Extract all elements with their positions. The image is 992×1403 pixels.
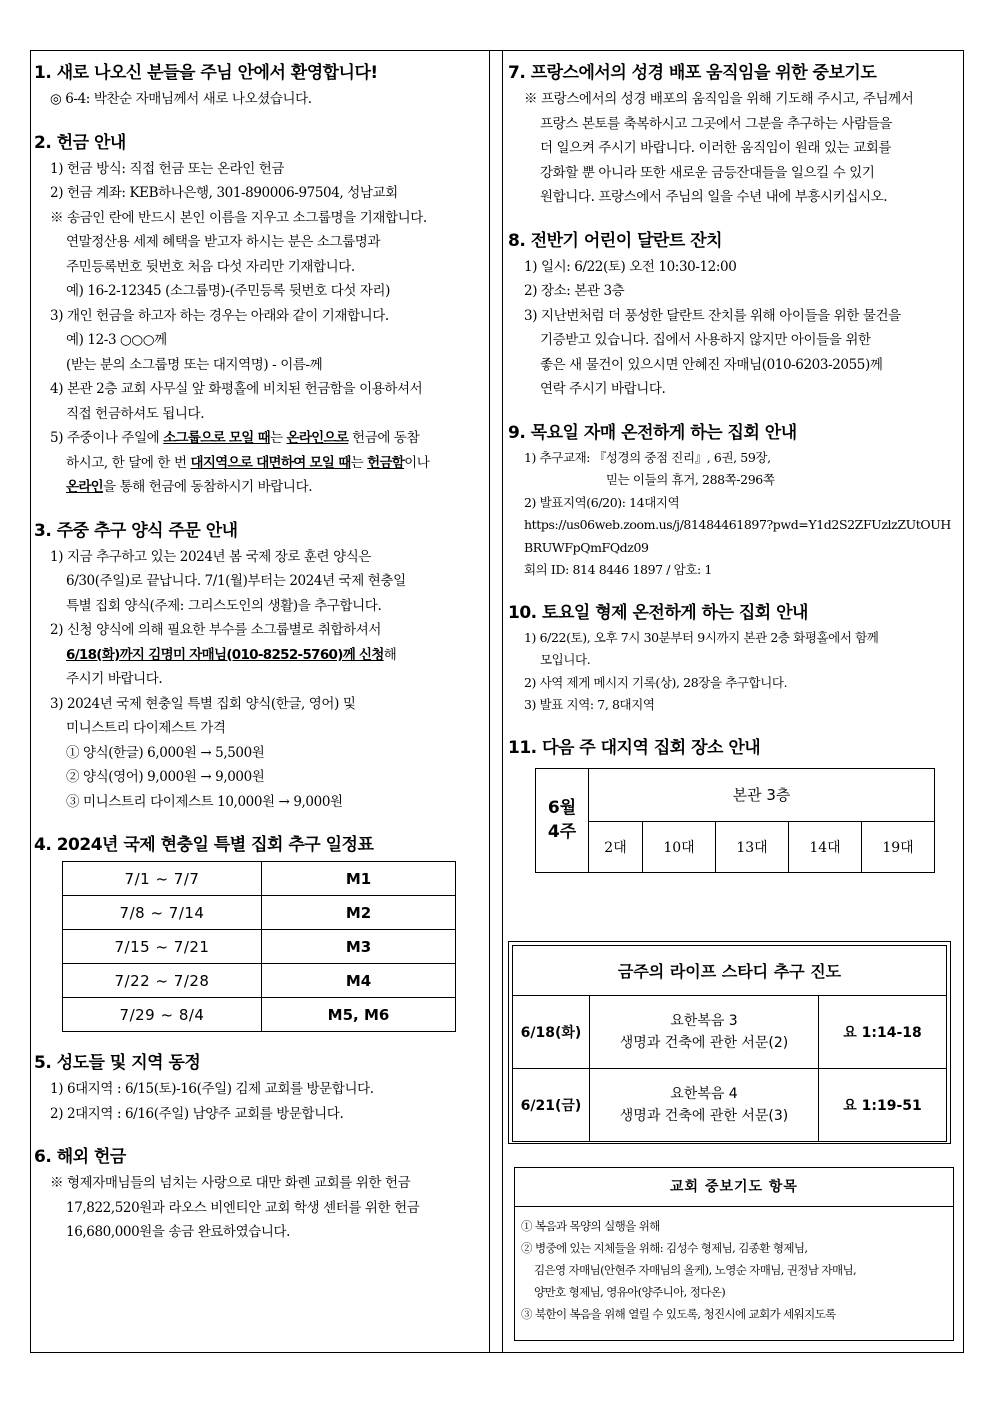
text-fragment: 5) 주중이나 주일에 — [50, 430, 164, 446]
text-line: ① 양식(한글) 6,000원 → 5,500원 — [66, 744, 265, 761]
table-row — [513, 946, 947, 996]
text-fragment: 는 — [269, 430, 287, 446]
text-line: 강화할 뿐 아니라 또한 새로운 금등잔대들을 일으킬 수 있기 — [540, 164, 875, 181]
date-cell: 7/1 ~ 7/7 — [63, 862, 262, 896]
book-subtitle: 생명과 건축에 관한 서문(3) — [619, 1108, 789, 1124]
text-line: 특별 집회 양식(주제: 그리스도인의 생활)을 추구합니다. — [66, 597, 382, 614]
text-line: 2) 신청 양식에 의해 필요한 부수를 소그룹별로 취합하셔서 — [50, 622, 382, 638]
table-row — [63, 930, 456, 964]
section-overseas-offering — [34, 1142, 484, 1245]
section-title: 6. 해외 헌금 — [34, 1147, 126, 1167]
book-cell — [590, 996, 819, 1069]
week-label: 4주 — [547, 822, 577, 842]
district-cell: 10대 — [643, 821, 716, 872]
text-fragment: 헌금에 동참 — [348, 430, 420, 446]
text-line: 미니스트리 다이제스트 가격 — [66, 720, 226, 736]
text-line: 모입니다. — [540, 652, 591, 667]
section-thursday-sisters — [508, 418, 958, 582]
emphasis-text: 온라인 — [66, 479, 104, 495]
text-line: 좋은 새 물건이 있으시면 안혜진 자매님(010-6203-2055)께 — [540, 356, 883, 373]
section-saturday-brothers — [508, 598, 958, 717]
text-line: 1) 6/22(토), 오후 7시 30분부터 9시까지 본관 2층 화평홀에서 함께 — [524, 629, 879, 645]
message-cell: M5, M6 — [262, 998, 456, 1032]
text-line — [34, 426, 484, 451]
text-line: 3) 개인 헌금을 하고자 하는 경우는 아래와 같이 기재합니다. — [50, 307, 389, 324]
section-title: 2. 헌금 안내 — [34, 132, 126, 153]
verse-cell: 요 1:19-51 — [819, 1069, 947, 1142]
book-subtitle: 생명과 건축에 관한 서문(2) — [619, 1035, 789, 1051]
district-cell: 19대 — [862, 821, 935, 872]
section-title: 11. 다음 주 대지역 집회 장소 안내 — [508, 737, 761, 758]
table-row — [63, 862, 456, 896]
column-divider — [502, 50, 503, 1353]
text-line: 기증받고 있습니다. 집에서 사용하지 않지만 아이들을 위한 — [540, 332, 871, 348]
district-cell: 14대 — [789, 821, 862, 872]
section-title: 7. 프랑스에서의 성경 배포 움직임을 위한 중보기도 — [508, 63, 877, 83]
section-welcome — [34, 58, 484, 112]
text-line: 믿는 이들의 휴거, 288쪽-296쪽 — [606, 472, 775, 487]
text-line: ② 양식(영어) 9,000원 → 9,000원 — [66, 769, 265, 785]
zoom-link[interactable]: BRUWFpQmFQdz09 — [524, 539, 649, 555]
prayer-item: ② 병중에 있는 지체들을 위해: 김성수 형제님, 김종환 형제님, — [521, 1241, 808, 1255]
table-row — [513, 996, 947, 1069]
book-title: 요한복음 3 — [670, 1013, 738, 1029]
text-line: 6/30(주일)로 끝납니다. 7/1(월)부터는 2024년 국제 현충일 — [66, 573, 406, 589]
table-title: 금주의 라이프 스타디 추구 진도 — [513, 946, 947, 996]
text-fragment: 는 — [350, 454, 368, 471]
section-title: 1. 새로 나오신 분들을 주님 안에서 환영합니다! — [34, 63, 378, 83]
text-line: 2) 장소: 본관 3층 — [524, 283, 625, 299]
text-line: 1) 지금 추구하고 있는 2024년 봄 국제 장로 훈련 양식은 — [50, 548, 372, 565]
text-line: 16,680,000원을 송금 완료하였습니다. — [66, 1224, 291, 1240]
book-title: 요한복음 4 — [670, 1086, 738, 1102]
week-cell — [536, 768, 589, 872]
text-line: 3) 발표 지역: 7, 8대지역 — [524, 697, 655, 712]
left-column — [34, 58, 484, 1261]
column-divider — [489, 50, 490, 1353]
table-row — [63, 964, 456, 998]
text-fragment: 이나 — [404, 454, 430, 471]
emphasis-text: 헌금함 — [367, 454, 405, 471]
text-fragment: 을 통해 헌금에 동참하시기 바랍니다. — [103, 479, 313, 495]
section-title: 5. 성도들 및 지역 동정 — [34, 1053, 201, 1073]
date-cell: 7/22 ~ 7/28 — [63, 964, 262, 998]
emphasis-text: 6/18(화)까지 김명미 자매님(010-8252-5760)께 신청 — [66, 646, 384, 663]
text-line: 2) 헌금 계좌: KEB하나은행, 301-890006-97504, 성남교회 — [50, 185, 398, 201]
text-line — [34, 451, 484, 476]
message-cell: M1 — [262, 862, 456, 896]
section-title: 9. 목요일 자매 온전하게 하는 집회 안내 — [508, 422, 797, 443]
table-row — [536, 768, 935, 821]
text-line: 2) 발표지역(6/20): 14대지역 — [524, 494, 680, 510]
text-line: 프랑스 본토를 축복하시고 그곳에서 그분을 추구하는 사람들을 — [540, 115, 893, 132]
prayer-items-box — [514, 1167, 954, 1341]
text-line: ※ 송금인 란에 반드시 본인 이름을 지우고 소그룹명을 기재합니다. — [50, 209, 427, 226]
emphasis-text: 대지역으로 대면하여 모일 때 — [190, 454, 351, 471]
text-line: 17,822,520원과 라오스 비엔티안 교회 학생 센터를 위한 헌금 — [66, 1199, 420, 1216]
section-title: 4. 2024년 국제 현충일 특별 집회 추구 일정표 — [34, 835, 374, 855]
date-cell: 6/21(금) — [513, 1069, 590, 1142]
text-line: ※ 프랑스에서의 성경 배포의 움직임을 위해 기도해 주시고, 주님께서 — [524, 91, 914, 107]
meeting-place-table — [535, 768, 935, 873]
text-line: (받는 분의 소그룹명 또는 대지역명) - 이름-께 — [66, 356, 323, 373]
prayer-item: 김은영 자매님(안현주 자매님의 올케), 노영순 자매님, 권정남 자매님, — [534, 1263, 857, 1277]
text-line: ◎ 6-4: 박찬순 자매님께서 새로 나오셨습니다. — [50, 91, 312, 107]
table-row — [513, 1069, 947, 1142]
text-line: 4) 본관 2층 교회 사무실 앞 화평홀에 비치된 헌금함을 이용하셔서 — [50, 381, 423, 397]
district-cell: 13대 — [716, 821, 789, 872]
life-study-table — [512, 945, 947, 1142]
section-title: 3. 주중 추구 양식 주문 안내 — [34, 520, 238, 541]
schedule-table — [62, 861, 456, 1032]
text-line: 3) 2024년 국제 현충일 특별 집회 양식(한글, 영어) 및 — [50, 695, 356, 712]
section-meeting-place — [508, 733, 958, 873]
text-line: 직접 헌금하셔도 됩니다. — [66, 405, 205, 422]
text-line: 3) 지난번처럼 더 풍성한 달란트 잔치를 위해 아이들을 위한 물건을 — [524, 307, 901, 324]
section-children-talent — [508, 226, 958, 402]
text-line: 2) 사역 제게 메시지 기록(상), 28장을 추구합니다. — [524, 674, 788, 690]
section-schedule — [34, 830, 484, 1032]
prayer-title: 교회 중보기도 항목 — [515, 1168, 953, 1207]
section-title: 10. 토요일 형제 온전하게 하는 집회 안내 — [508, 602, 808, 623]
date-cell: 7/29 ~ 8/4 — [63, 998, 262, 1032]
text-line: 1) 추구교재: 『성경의 중점 진리』, 6권, 59장, — [524, 449, 771, 465]
text-line: 원합니다. 프랑스에서 주님의 일을 수년 내에 부흥시키십시오. — [540, 189, 888, 205]
section-france-prayer — [508, 58, 958, 210]
date-cell: 7/15 ~ 7/21 — [63, 930, 262, 964]
prayer-item: ① 복음과 목양의 실행을 위해 — [521, 1219, 660, 1233]
text-line: 연말정산용 세제 혜택을 받고자 하시는 분은 소그룹명과 — [66, 234, 381, 250]
right-column — [508, 58, 958, 889]
verse-cell: 요 1:14-18 — [819, 996, 947, 1069]
text-line: 연락 주시기 바랍니다. — [540, 381, 666, 397]
prayer-item: 양만호 형제님, 영유아(양주니아, 정다온) — [534, 1285, 726, 1299]
week-label: 6월 — [547, 798, 577, 818]
table-row — [63, 896, 456, 930]
life-study-box — [508, 941, 951, 1144]
text-line — [34, 475, 484, 500]
text-line: ③ 미니스트리 다이제스트 10,000원 → 9,000원 — [66, 793, 343, 810]
text-line: ※ 형제자매님들의 넘치는 사랑으로 대만 화롄 교회를 위한 헌금 — [50, 1175, 411, 1191]
section-local-news — [34, 1048, 484, 1126]
section-title: 8. 전반기 어린이 달란트 잔치 — [508, 230, 723, 251]
zoom-link[interactable]: https://us06web.zoom.us/j/81484461897?pwd=Y1d2S2ZFUzlzZUtOUH — [524, 517, 951, 532]
emphasis-text: 소그룹으로 모일 때 — [163, 430, 270, 446]
text-line: 예) 16-2-12345 (소그룹명)-(주민등록 뒷번호 다섯 자리) — [66, 283, 391, 299]
text-line: 1) 헌금 방식: 직접 헌금 또는 온라인 헌금 — [50, 160, 285, 177]
text-fragment: 하시고, 한 달에 한 번 — [66, 454, 191, 471]
text-line: 더 일으켜 주시기 바랍니다. 이러한 움직임이 원래 있는 교회를 — [540, 140, 892, 156]
prayer-item: ③ 북한이 복음을 위해 열릴 수 있도록, 청진시에 교회가 세워지도록 — [521, 1307, 836, 1321]
text-line: 2) 2대지역 : 6/16(주일) 남양주 교회를 방문합니다. — [50, 1105, 344, 1122]
date-cell: 7/8 ~ 7/14 — [63, 896, 262, 930]
table-row — [63, 998, 456, 1032]
message-cell: M2 — [262, 896, 456, 930]
district-cell: 2대 — [589, 821, 643, 872]
book-cell — [590, 1069, 819, 1142]
text-line: 주시기 바랍니다. — [66, 671, 163, 687]
text-line: 주민등록번호 뒷번호 처음 다섯 자리만 기재합니다. — [66, 258, 355, 275]
message-cell: M4 — [262, 964, 456, 998]
message-cell: M3 — [262, 930, 456, 964]
emphasis-text: 온라인으로 — [286, 430, 349, 446]
place-cell: 본관 3층 — [589, 768, 935, 821]
text-line: 1) 일시: 6/22(토) 오전 10:30-12:00 — [524, 258, 737, 275]
text-fragment: 해 — [383, 646, 397, 663]
section-study-material-order — [34, 516, 484, 815]
table-row — [536, 821, 935, 872]
text-line: 회의 ID: 814 8446 1897 / 암호: 1 — [524, 562, 712, 577]
date-cell: 6/18(화) — [513, 996, 590, 1069]
text-line — [34, 643, 484, 668]
text-line: 1) 6대지역 : 6/15(토)-16(주일) 김제 교회를 방문합니다. — [50, 1081, 374, 1097]
text-line: 예) 12-3 ○○○께 — [66, 332, 167, 348]
section-offering — [34, 128, 484, 500]
